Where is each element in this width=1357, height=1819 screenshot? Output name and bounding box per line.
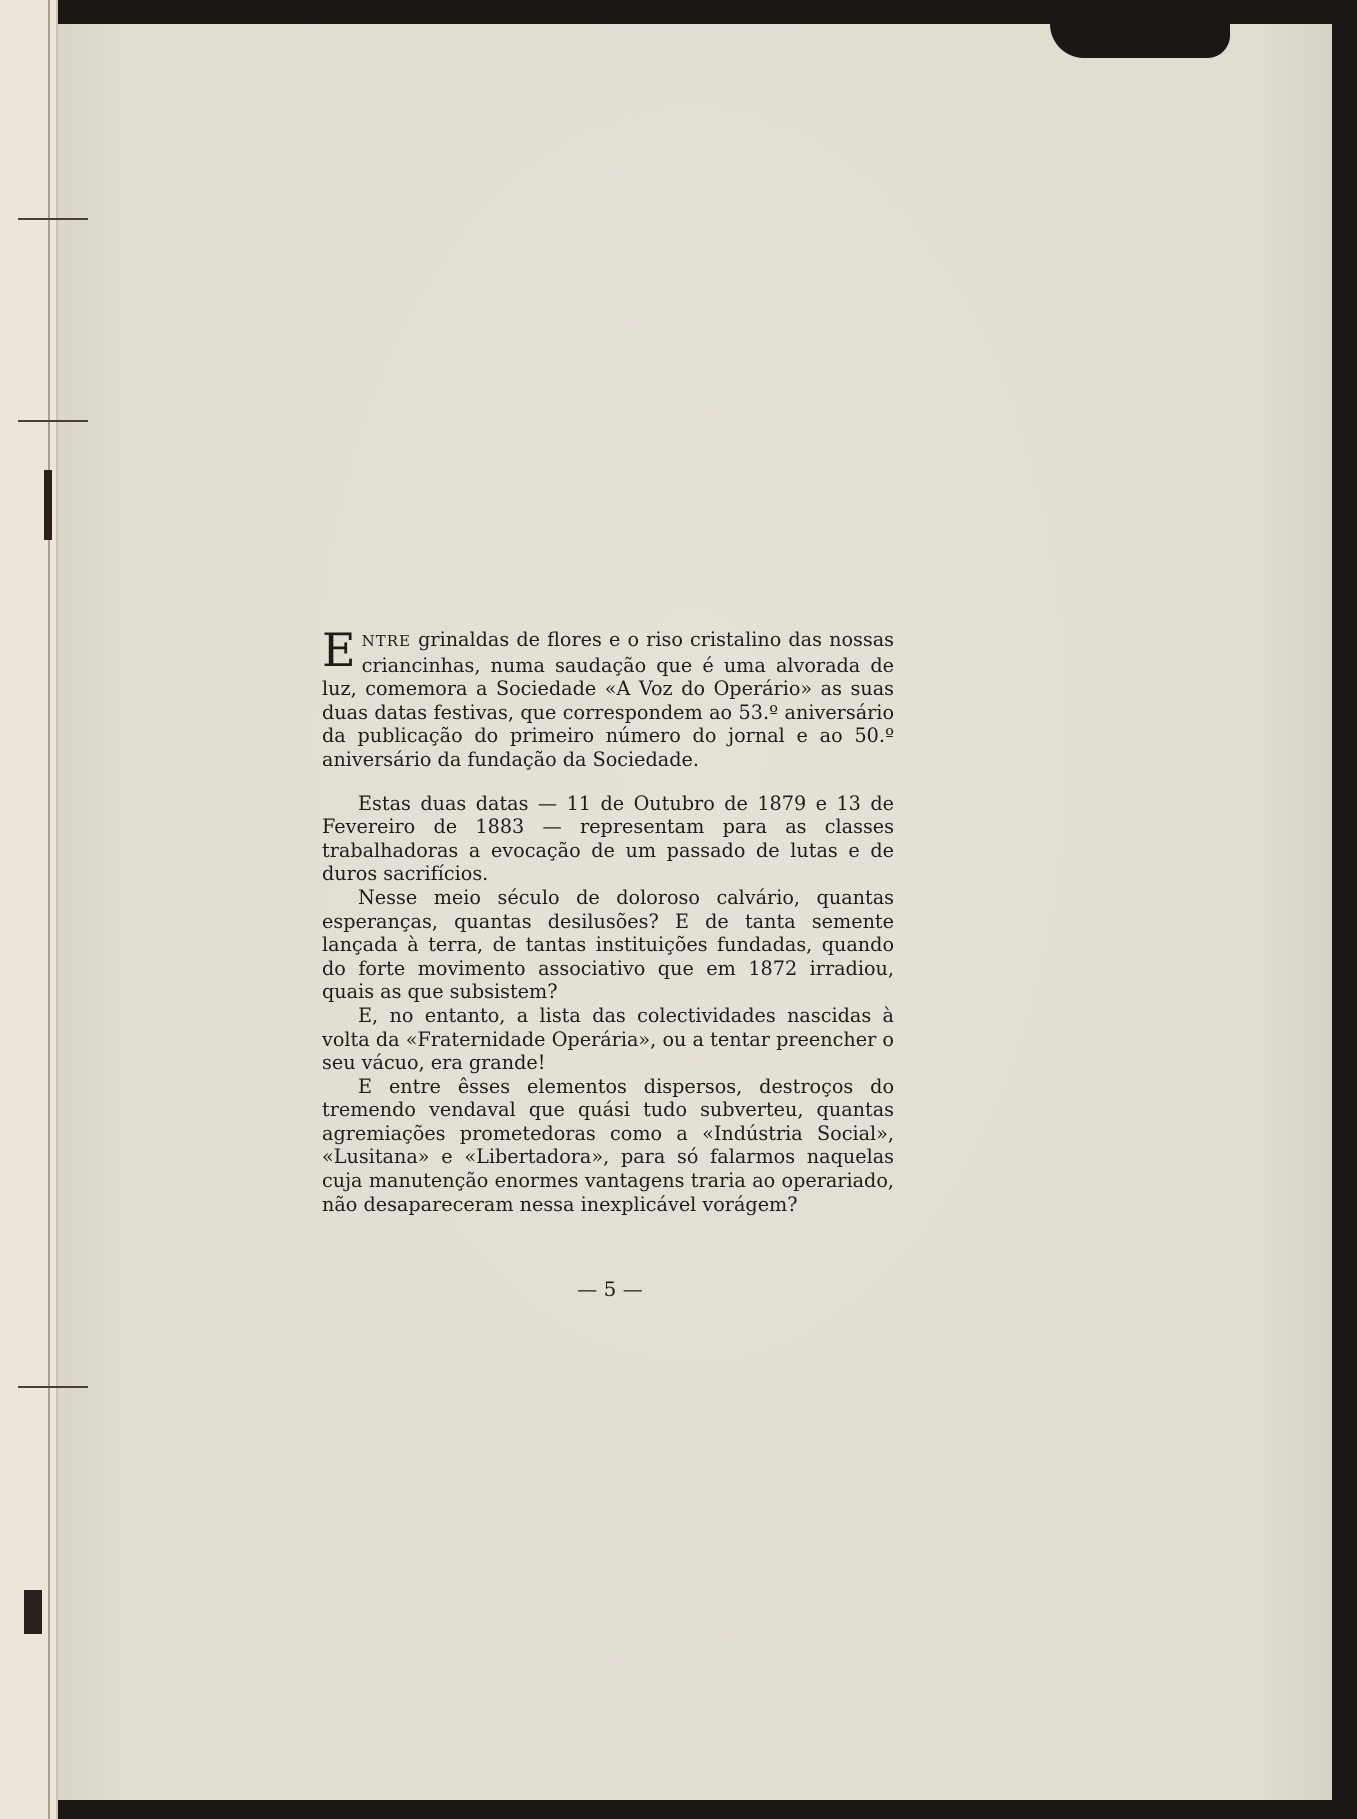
binding-staple [24, 1590, 42, 1634]
drop-cap: E [322, 623, 356, 677]
binding-stitch [18, 218, 88, 220]
opening-text: grinaldas de flores e o riso cristalino das nossas criancinhas, numa saudação que é uma alvorada de luz, comemora a Sociedade «A Voz do Operário» as suas duas datas festivas, que correspondem ao 53.º aniversário da publicação do primeiro número do jornal e ao 50.º aniversário da fundação da Sociedade. [322, 628, 894, 771]
binding-thread-mark [44, 470, 52, 540]
binding-fold-line [48, 0, 50, 1819]
page-number: — 5 — [577, 1277, 643, 1301]
article-text [322, 623, 894, 1216]
paragraph: Estas duas datas — 11 de Outubro de 1879 e 13 de Fevereiro de 1883 — representam para as classes trabalhadoras a evocação de um passado de lutas e de duros sacrifícios. [322, 791, 894, 886]
opening-smallcaps: NTRE [361, 632, 411, 650]
binding-stitch [18, 420, 88, 422]
paragraph: Nesse meio século de doloroso calvário, quantas esperanças, quantas desilusões? E de tanta semente lançada à terra, de tantas instituições fundadas, quando do forte movimento associativo que em 1872 irradiou, quais as que subsistem? [322, 885, 894, 1004]
paragraph: E, no entanto, a lista das colectividades nascidas à volta da «Fraternidade Operária», ou a tentar preencher o seu vácuo, era grande! [322, 1003, 894, 1075]
paragraph: E entre êsses elementos dispersos, destroços do tremendo vendaval que quási tudo subverteu, quantas agremiações prometedoras como a «Indústria Social», «Lusitana» e «Libertadora», para só falarmos naquelas cuja manutenção enormes vantagens traria ao operariado, não desapareceram nessa inexplicável vorágem? [322, 1074, 894, 1216]
torn-corner [1050, 24, 1230, 58]
paragraph-opening [322, 623, 894, 772]
binding-stitch [18, 1386, 88, 1388]
